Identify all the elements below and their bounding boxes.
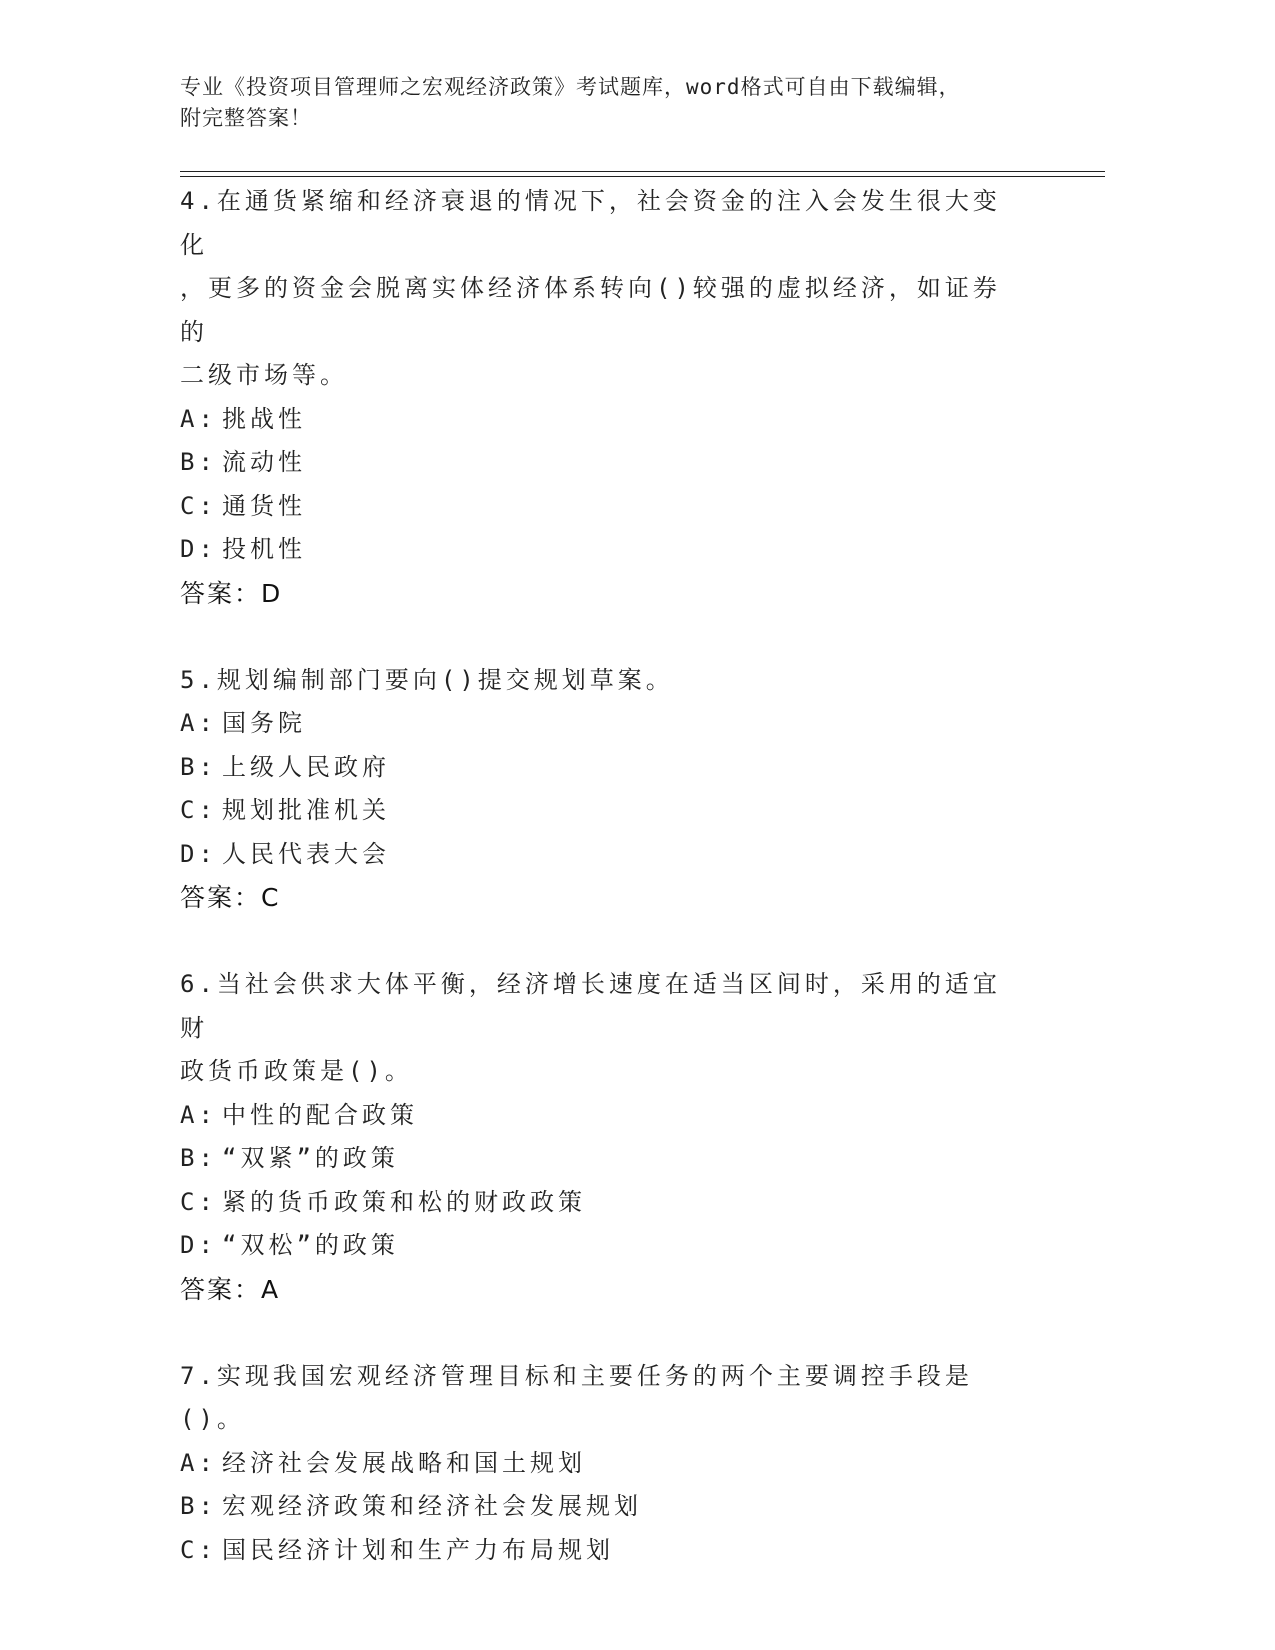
- question-text-line: 5.规划编制部门要向()提交规划草案。: [180, 665, 674, 694]
- question-5: [180, 659, 1020, 920]
- option-a: [180, 702, 1020, 746]
- answer-value: A: [261, 1274, 279, 1304]
- option-key: C:: [180, 796, 217, 824]
- option-text: 通货性: [222, 491, 306, 520]
- option-key: B:: [180, 1144, 217, 1172]
- option-b: [180, 1137, 1020, 1181]
- question-text-line: 政货币政策是()。: [180, 1057, 413, 1085]
- option-key: D:: [180, 535, 217, 563]
- header-line-2: 附完整答案！: [180, 106, 312, 130]
- option-key: D:: [180, 839, 217, 868]
- question-text-line: 6.当社会供求大体平衡，经济增长速度在适当区间时，采用的适宜财: [180, 970, 1001, 1042]
- option-b: [180, 441, 1020, 485]
- option-key: C:: [180, 491, 217, 520]
- option-d: [180, 1224, 1020, 1268]
- option-text: 经济社会发展战略和国土规划: [222, 1448, 586, 1477]
- header-line-1: 专业《投资项目管理师之宏观经济政策》考试题库，word格式可自由下载编辑，: [180, 75, 961, 99]
- question-text-line: 4.在通货紧缩和经济衰退的情况下，社会资金的注入会发生很大变化: [180, 187, 1001, 259]
- option-key: A:: [180, 1448, 217, 1477]
- answer-line: [180, 572, 1020, 616]
- option-text: 投机性: [222, 535, 306, 563]
- option-c: [180, 1181, 1020, 1225]
- answer-line: [180, 876, 1020, 920]
- question-spacer: [180, 615, 1020, 659]
- option-key: C:: [180, 1535, 217, 1564]
- option-key: B:: [180, 1492, 217, 1520]
- option-a: [180, 398, 1020, 442]
- question-list: [180, 180, 1020, 1572]
- option-text: 中性的配合政策: [222, 1100, 418, 1129]
- option-key: A:: [180, 1100, 217, 1129]
- option-key: D:: [180, 1231, 217, 1259]
- option-text: 上级人民政府: [222, 752, 390, 781]
- option-d: [180, 833, 1020, 877]
- header-rule-bottom: [180, 176, 1105, 177]
- question-text-line: ，更多的资金会脱离实体经济体系转向()较强的虚拟经济，如证券的: [180, 274, 1001, 346]
- option-c: [180, 1529, 1020, 1573]
- answer-label: 答案：: [180, 883, 262, 912]
- header-rule-top: [180, 171, 1105, 172]
- answer-value: C: [261, 883, 279, 912]
- question-text-line: 二级市场等。: [180, 361, 348, 389]
- option-key: A:: [180, 404, 217, 433]
- question-4: [180, 180, 1020, 615]
- option-text: 国民经济计划和生产力布局规划: [222, 1535, 614, 1564]
- answer-label: 答案：: [180, 578, 262, 608]
- option-a: [180, 1094, 1020, 1138]
- question-spacer: [180, 1311, 1020, 1355]
- option-text: “双紧”的政策: [222, 1144, 399, 1172]
- option-text: 宏观经济政策和经济社会发展规划: [222, 1492, 642, 1520]
- option-key: B:: [180, 448, 217, 476]
- option-text: 规划批准机关: [222, 796, 390, 824]
- option-c: [180, 789, 1020, 833]
- option-text: 流动性: [222, 448, 306, 476]
- answer-value: D: [261, 578, 281, 608]
- option-text: 国务院: [222, 709, 306, 737]
- answer-label: 答案：: [180, 1274, 262, 1304]
- option-text: 人民代表大会: [222, 839, 390, 868]
- question-spacer: [180, 920, 1020, 964]
- option-b: [180, 1485, 1020, 1529]
- document-header: [180, 72, 1040, 134]
- question-text-line: 7.实现我国宏观经济管理目标和主要任务的两个主要调控手段是()。: [180, 1361, 973, 1433]
- option-text: 紧的货币政策和松的财政政策: [222, 1187, 586, 1216]
- option-text: 挑战性: [222, 404, 306, 433]
- option-a: [180, 1442, 1020, 1486]
- option-text: “双松”的政策: [222, 1231, 399, 1259]
- option-key: A:: [180, 709, 217, 737]
- question-7: [180, 1355, 1020, 1573]
- option-key: B:: [180, 752, 217, 781]
- question-6: [180, 963, 1020, 1311]
- option-key: C:: [180, 1187, 217, 1216]
- option-c: [180, 485, 1020, 529]
- answer-line: [180, 1268, 1020, 1312]
- option-b: [180, 746, 1020, 790]
- option-d: [180, 528, 1020, 572]
